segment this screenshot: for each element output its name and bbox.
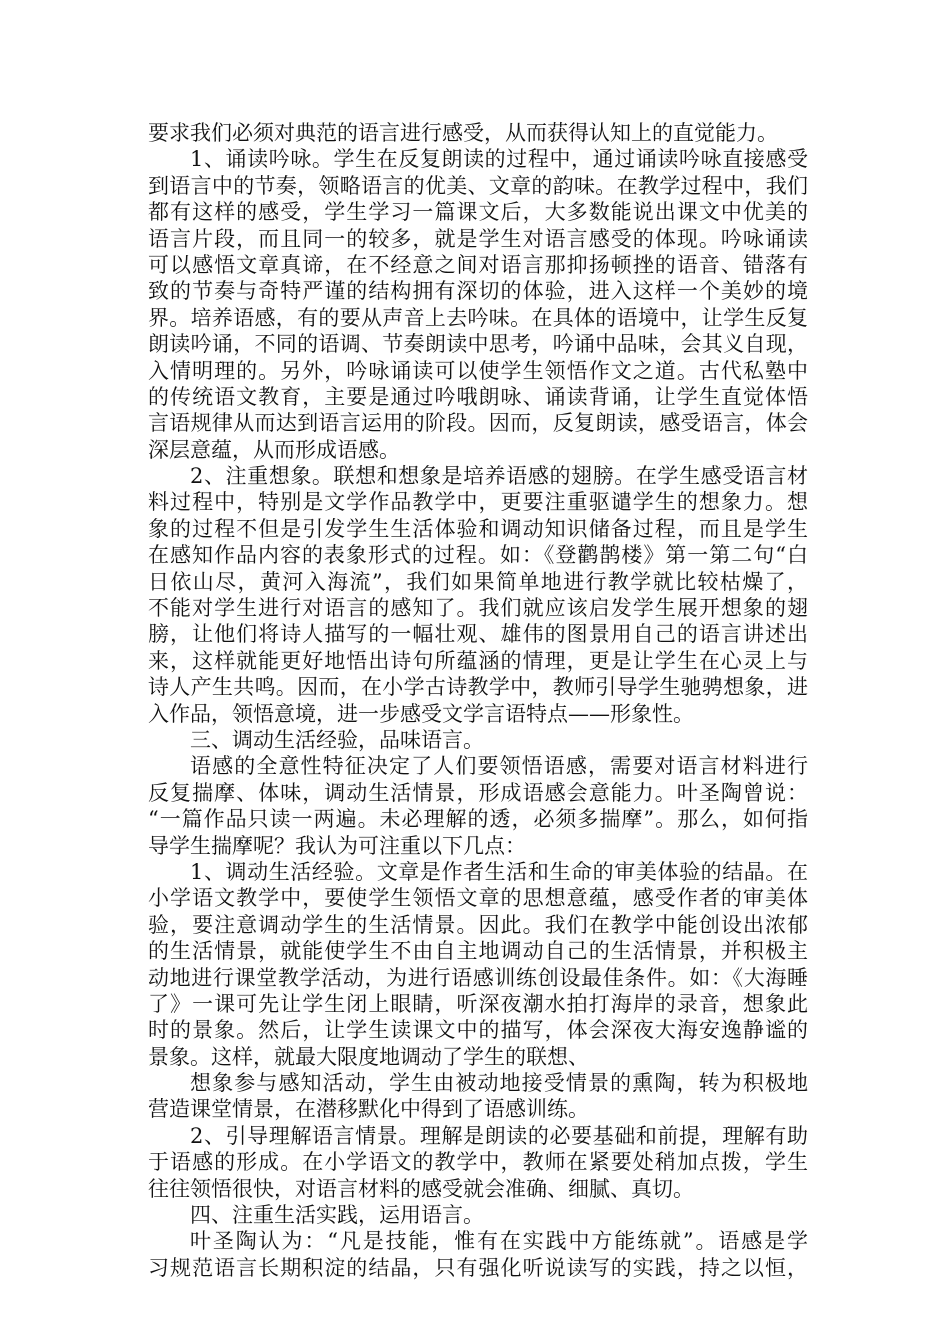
text-line: 的传统语文教育，主要是通过吟哦朗咏、诵读背诵，让学生直觉体悟 xyxy=(148,384,808,409)
text-line: 语言片段，而且同一的较多，就是学生对语言感受的体现。吟咏诵读 xyxy=(148,226,808,251)
text-line: 都有这样的感受，学生学习一篇课文后，大多数能说出课文中优美的 xyxy=(148,200,808,225)
text-line: 象的过程不但是引发学生生活体验和调动知识储备过程，而且是学生 xyxy=(148,516,808,541)
text-line: 入作品，领悟意境，进一步感受文学言语特点——形象性。 xyxy=(148,701,694,726)
text-line: 朗读吟诵，不同的语调、节奏朗读中思考，吟诵中品味，会其义自现， xyxy=(148,332,808,357)
text-line: “一篇作品只读一两遍。未必理解的透，必须多揣摩”。那么，如何指 xyxy=(148,807,808,832)
text-line: 日依山尽，黄河入海流”，我们如果简单地进行教学就比较枯燥了， xyxy=(148,569,808,594)
text-line: 界。培养语感，有的要从声音上去吟味。在具体的语境中，让学生反复 xyxy=(148,305,808,330)
text-line: 1、调动生活经验。文章是作者生活和生命的审美体验的结晶。在 xyxy=(190,859,808,884)
text-line: 2、引导理解语言情景。理解是朗读的必要基础和前提，理解有助 xyxy=(190,1123,808,1148)
text-line: 料过程中，特别是文学作品教学中，更要注重驱谴学生的想象力。想 xyxy=(148,490,808,515)
text-line: 不能对学生进行对语言的感知了。我们就应该启发学生展开想象的翅 xyxy=(148,596,808,621)
text-line: 来，这样就能更好地悟出诗句所蕴涵的情理，更是让学生在心灵上与 xyxy=(148,648,808,673)
text-line: 诗人产生共鸣。因而，在小学古诗教学中，教师引导学生驰骋想象，进 xyxy=(148,675,808,700)
text-line: 往往领悟很快，对语言材料的感受就会准确、细腻、真切。 xyxy=(148,1176,694,1201)
text-line: 营造课堂情景，在潜移默化中得到了语感训练。 xyxy=(148,1097,589,1122)
text-line: 入情明理的。另外，吟咏诵读可以使学生领悟作文之道。古代私塾中 xyxy=(148,358,808,383)
text-line: 要求我们必须对典范的语言进行感受，从而获得认知上的直觉能力。 xyxy=(148,121,778,145)
text-line: 的生活情景，就能使学生不由自主地调动自己的生活情景，并积极主 xyxy=(148,939,808,964)
text-line: 膀，让他们将诗人描写的一幅壮观、雄伟的图景用自己的语言讲述出 xyxy=(148,622,808,647)
text-line: 叶圣陶认为：“凡是技能，惟有在实践中方能练就”。语感是学 xyxy=(190,1229,808,1254)
text-line: 语感的全意性特征决定了人们要领悟语感，需要对语言材料进行 xyxy=(190,754,808,779)
text-line: 景象。这样，就最大限度地调动了学生的联想、 xyxy=(148,1044,589,1069)
text-line: 反复揣摩、体味，调动生活情景，形成语感会意能力。叶圣陶曾说： xyxy=(148,780,808,805)
text-line: 言语规律从而达到语言运用的阶段。因而，反复朗读，感受语言，体会 xyxy=(148,411,808,436)
text-line: 时的景象。然后，让学生读课文中的描写，体会深夜大海安逸静谧的 xyxy=(148,1018,808,1043)
text-line: 在感知作品内容的表象形式的过程。如：《登鹳鹊楼》第一第二句“白 xyxy=(148,543,808,568)
text-line: 小学语文教学中，要使学生领悟文章的思想意蕴，感受作者的审美体 xyxy=(148,886,808,911)
text-line: 深层意蕴，从而形成语感。 xyxy=(148,437,400,462)
text-line: 四、注重生活实践，运用语言。 xyxy=(190,1203,484,1228)
text-line: 验，要注意调动学生的生活情景。因此。我们在教学中能创设出浓郁 xyxy=(148,912,808,937)
text-line: 于语感的形成。在小学语文的教学中，教师在紧要处稍加点拨，学生 xyxy=(148,1150,808,1175)
text-line: 致的节奏与奇特严谨的结构拥有深切的体验，进入这样一个美妙的境 xyxy=(148,279,808,304)
document-body xyxy=(148,120,808,1281)
text-line: 三、调动生活经验，品味语言。 xyxy=(190,727,484,752)
text-line: 2、注重想象。联想和想象是培养语感的翅膀。在学生感受语言材 xyxy=(190,464,808,489)
text-line: 习规范语言长期积淀的结晶，只有强化听说读写的实践，持之以恒， xyxy=(148,1255,808,1280)
text-line: 了》一课可先让学生闭上眼睛，听深夜潮水拍打海岸的录音，想象此 xyxy=(148,991,808,1016)
text-line: 动地进行课堂教学活动，为进行语感训练创设最佳条件。如：《大海睡 xyxy=(148,965,808,990)
text-line: 导学生揣摩呢？我认为可注重以下几点： xyxy=(148,833,526,858)
text-line: 到语言中的节奏，领略语言的优美、文章的韵味。在教学过程中，我们 xyxy=(148,173,808,198)
text-line: 可以感悟文章真谛，在不经意之间对语言那抑扬顿挫的语音、错落有 xyxy=(148,252,808,277)
text-line: 想象参与感知活动，学生由被动地接受情景的熏陶，转为积极地 xyxy=(190,1071,808,1096)
text-line: 1、诵读吟咏。学生在反复朗读的过程中，通过诵读吟咏直接感受 xyxy=(190,147,808,172)
